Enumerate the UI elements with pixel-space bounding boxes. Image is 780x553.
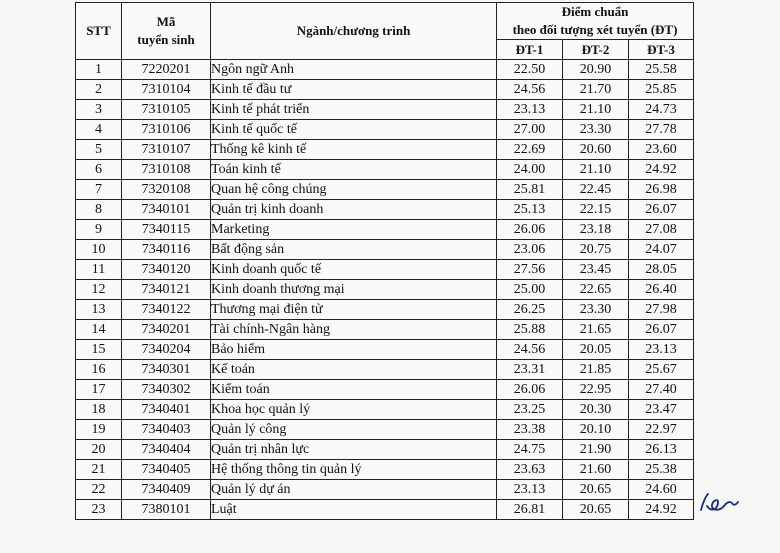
cell-dt1: 26.25: [497, 300, 563, 320]
admission-score-table: [75, 2, 694, 520]
cell-dt2: 21.10: [563, 160, 629, 180]
cell-dt1: 26.81: [497, 500, 563, 520]
cell-dt3: 22.97: [629, 420, 694, 440]
cell-dt1: 25.81: [497, 180, 563, 200]
cell-dt2: 21.65: [563, 320, 629, 340]
table-row: [76, 300, 694, 320]
cell-dt1: 25.00: [497, 280, 563, 300]
cell-dt2: 21.85: [563, 360, 629, 380]
cell-program-name: Luật: [211, 500, 497, 520]
cell-dt2: 21.10: [563, 100, 629, 120]
header-program: Ngành/chương trình: [211, 3, 497, 60]
cell-code: 7340403: [122, 420, 211, 440]
cell-dt3: 24.92: [629, 160, 694, 180]
table-row: [76, 200, 694, 220]
cell-dt3: 27.08: [629, 220, 694, 240]
initials-stroke: [701, 494, 738, 510]
cell-code: 7310107: [122, 140, 211, 160]
cell-dt2: 22.95: [563, 380, 629, 400]
cell-code: 7320108: [122, 180, 211, 200]
cell-stt: 1: [76, 60, 122, 80]
cell-code: 7340301: [122, 360, 211, 380]
cell-stt: 22: [76, 480, 122, 500]
cell-dt3: 23.47: [629, 400, 694, 420]
table-row: [76, 140, 694, 160]
table-row: [76, 420, 694, 440]
table-row: [76, 400, 694, 420]
table-row: [76, 240, 694, 260]
cell-dt2: 23.30: [563, 300, 629, 320]
cell-dt1: 24.56: [497, 340, 563, 360]
cell-dt3: 27.78: [629, 120, 694, 140]
cell-stt: 2: [76, 80, 122, 100]
header-code-line1: Mã: [156, 14, 176, 29]
cell-stt: 15: [76, 340, 122, 360]
cell-dt3: 27.40: [629, 380, 694, 400]
cell-program-name: Kiểm toán: [211, 380, 497, 400]
cell-code: 7340115: [122, 220, 211, 240]
cell-dt3: 25.85: [629, 80, 694, 100]
cell-program-name: Quản lý công: [211, 420, 497, 440]
cell-code: 7340120: [122, 260, 211, 280]
cell-stt: 10: [76, 240, 122, 260]
cell-program-name: Quản trị kinh doanh: [211, 200, 497, 220]
cell-dt2: 22.65: [563, 280, 629, 300]
cell-dt3: 24.92: [629, 500, 694, 520]
cell-program-name: Kinh tế quốc tế: [211, 120, 497, 140]
cell-stt: 7: [76, 180, 122, 200]
cell-stt: 6: [76, 160, 122, 180]
cell-dt3: 26.07: [629, 200, 694, 220]
header-score-group-line2: theo đối tượng xét tuyển (ĐT): [512, 22, 678, 37]
cell-stt: 14: [76, 320, 122, 340]
cell-code: 7310105: [122, 100, 211, 120]
header-score-group: [497, 3, 694, 40]
table-header: [76, 3, 694, 60]
cell-dt3: 24.07: [629, 240, 694, 260]
cell-dt2: 21.70: [563, 80, 629, 100]
cell-stt: 20: [76, 440, 122, 460]
cell-dt1: 24.56: [497, 80, 563, 100]
cell-dt1: 25.13: [497, 200, 563, 220]
cell-program-name: Toán kinh tế: [211, 160, 497, 180]
cell-stt: 16: [76, 360, 122, 380]
cell-code: 7340122: [122, 300, 211, 320]
cell-program-name: Hệ thống thông tin quản lý: [211, 460, 497, 480]
cell-dt3: 28.05: [629, 260, 694, 280]
cell-dt2: 20.05: [563, 340, 629, 360]
cell-code: 7340116: [122, 240, 211, 260]
cell-stt: 5: [76, 140, 122, 160]
cell-dt1: 23.25: [497, 400, 563, 420]
cell-dt2: 20.65: [563, 500, 629, 520]
cell-dt3: 25.67: [629, 360, 694, 380]
cell-dt1: 23.31: [497, 360, 563, 380]
table-row: [76, 280, 694, 300]
cell-stt: 3: [76, 100, 122, 120]
cell-dt3: 27.98: [629, 300, 694, 320]
cell-stt: 23: [76, 500, 122, 520]
cell-dt3: 25.38: [629, 460, 694, 480]
cell-program-name: Bất động sản: [211, 240, 497, 260]
table-row: [76, 480, 694, 500]
cell-stt: 19: [76, 420, 122, 440]
cell-dt2: 20.10: [563, 420, 629, 440]
cell-program-name: Thống kê kinh tế: [211, 140, 497, 160]
header-dt3: ĐT-3: [629, 40, 694, 60]
cell-dt1: 23.13: [497, 480, 563, 500]
cell-stt: 12: [76, 280, 122, 300]
cell-code: 7380101: [122, 500, 211, 520]
table-row: [76, 60, 694, 80]
cell-dt2: 20.60: [563, 140, 629, 160]
cell-dt2: 23.30: [563, 120, 629, 140]
table-row: [76, 220, 694, 240]
cell-stt: 18: [76, 400, 122, 420]
cell-dt2: 23.18: [563, 220, 629, 240]
cell-dt3: 26.07: [629, 320, 694, 340]
cell-stt: 8: [76, 200, 122, 220]
cell-program-name: Kinh doanh thương mại: [211, 280, 497, 300]
cell-code: 7340404: [122, 440, 211, 460]
cell-program-name: Quản trị nhân lực: [211, 440, 497, 460]
cell-dt3: 26.98: [629, 180, 694, 200]
cell-program-name: Bảo hiểm: [211, 340, 497, 360]
cell-code: 7310108: [122, 160, 211, 180]
table-row: [76, 260, 694, 280]
cell-dt2: 20.75: [563, 240, 629, 260]
cell-dt1: 24.75: [497, 440, 563, 460]
cell-program-name: Kinh tế phát triển: [211, 100, 497, 120]
cell-dt3: 26.40: [629, 280, 694, 300]
cell-dt2: 20.90: [563, 60, 629, 80]
table-row: [76, 80, 694, 100]
header-row-top: [76, 3, 694, 40]
header-code: [122, 3, 211, 60]
cell-dt1: 23.13: [497, 100, 563, 120]
cell-stt: 13: [76, 300, 122, 320]
table-row: [76, 440, 694, 460]
cell-code: 7340405: [122, 460, 211, 480]
cell-code: 7340302: [122, 380, 211, 400]
cell-code: 7220201: [122, 60, 211, 80]
cell-dt3: 24.60: [629, 480, 694, 500]
cell-dt3: 23.13: [629, 340, 694, 360]
table-row: [76, 340, 694, 360]
cell-code: 7340204: [122, 340, 211, 360]
cell-code: 7340401: [122, 400, 211, 420]
cell-code: 7310104: [122, 80, 211, 100]
cell-dt2: 21.90: [563, 440, 629, 460]
cell-program-name: Khoa học quản lý: [211, 400, 497, 420]
header-dt1: ĐT-1: [497, 40, 563, 60]
cell-program-name: Quan hệ công chúng: [211, 180, 497, 200]
cell-code: 7340201: [122, 320, 211, 340]
cell-dt3: 24.73: [629, 100, 694, 120]
cell-stt: 17: [76, 380, 122, 400]
table-row: [76, 100, 694, 120]
header-code-line2: tuyển sinh: [137, 32, 195, 47]
handwritten-initials: [697, 488, 741, 518]
header-dt2: ĐT-2: [563, 40, 629, 60]
table-row: [76, 460, 694, 480]
cell-dt2: 20.65: [563, 480, 629, 500]
header-score-group-line1: Điểm chuẩn: [561, 4, 629, 19]
cell-dt1: 27.00: [497, 120, 563, 140]
cell-stt: 11: [76, 260, 122, 280]
cell-program-name: Kinh tế đầu tư: [211, 80, 497, 100]
cell-stt: 9: [76, 220, 122, 240]
cell-dt2: 20.30: [563, 400, 629, 420]
cell-dt1: 26.06: [497, 220, 563, 240]
cell-dt1: 26.06: [497, 380, 563, 400]
cell-dt1: 22.50: [497, 60, 563, 80]
cell-dt2: 21.60: [563, 460, 629, 480]
table-row: [76, 380, 694, 400]
cell-program-name: Thương mại điện tử: [211, 300, 497, 320]
table-row: [76, 180, 694, 200]
cell-program-name: Tài chính-Ngân hàng: [211, 320, 497, 340]
cell-program-name: Quản lý dự án: [211, 480, 497, 500]
cell-program-name: Kinh doanh quốc tế: [211, 260, 497, 280]
cell-dt2: 22.15: [563, 200, 629, 220]
cell-code: 7340121: [122, 280, 211, 300]
cell-dt2: 22.45: [563, 180, 629, 200]
cell-code: 7340101: [122, 200, 211, 220]
cell-stt: 21: [76, 460, 122, 480]
cell-dt2: 23.45: [563, 260, 629, 280]
cell-dt1: 24.00: [497, 160, 563, 180]
table-row: [76, 320, 694, 340]
cell-program-name: Kế toán: [211, 360, 497, 380]
cell-code: 7340409: [122, 480, 211, 500]
table-row: [76, 500, 694, 520]
cell-dt1: 23.63: [497, 460, 563, 480]
table-row: [76, 360, 694, 380]
cell-dt1: 23.38: [497, 420, 563, 440]
cell-stt: 4: [76, 120, 122, 140]
cell-dt3: 26.13: [629, 440, 694, 460]
cell-dt3: 23.60: [629, 140, 694, 160]
header-stt: STT: [76, 3, 122, 60]
cell-dt1: 25.88: [497, 320, 563, 340]
cell-code: 7310106: [122, 120, 211, 140]
cell-dt3: 25.58: [629, 60, 694, 80]
table-row: [76, 120, 694, 140]
cell-dt1: 23.06: [497, 240, 563, 260]
table-body: [76, 60, 694, 520]
cell-program-name: Marketing: [211, 220, 497, 240]
table-row: [76, 160, 694, 180]
cell-dt1: 22.69: [497, 140, 563, 160]
cell-dt1: 27.56: [497, 260, 563, 280]
cell-program-name: Ngôn ngữ Anh: [211, 60, 497, 80]
